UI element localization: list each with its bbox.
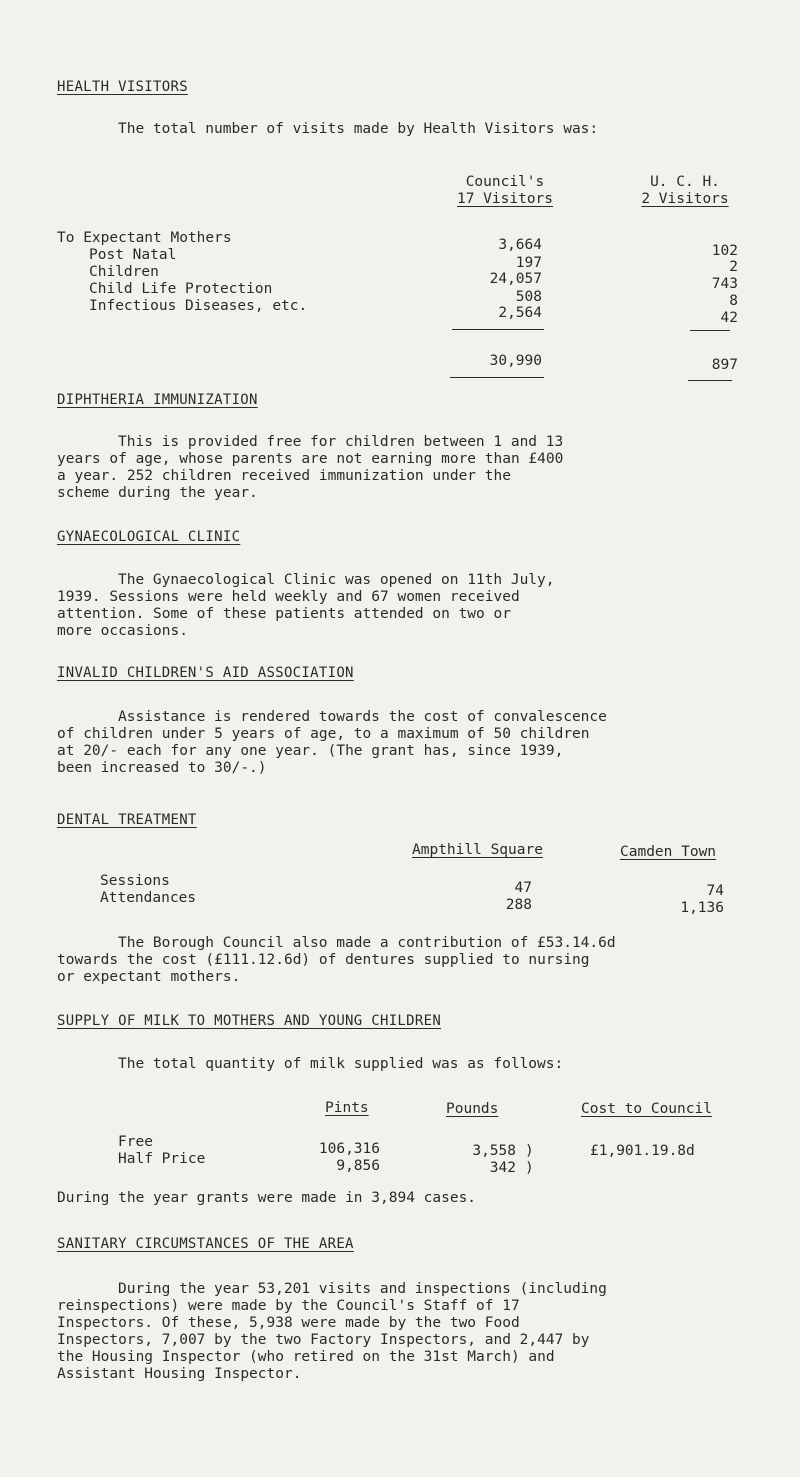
sanitary-heading: SANITARY CIRCUMSTANCES OF THE AREA: [57, 1236, 354, 1252]
hv-uch-value: 2: [729, 259, 738, 275]
council-col-header-1: Council's: [465, 174, 545, 190]
dental-note-line: or expectant mothers.: [57, 969, 241, 985]
hv-uch-value: 102: [711, 243, 738, 259]
hv-council-value: 24,057: [489, 271, 542, 287]
hv-uch-value: 743: [711, 276, 738, 292]
diphtheria-line: This is provided free for children between 1 and 13: [118, 434, 564, 450]
sanitary-line: Inspectors. Of these, 5,938 were made by the two Food: [57, 1315, 520, 1331]
hv-uch-value: 8: [729, 293, 738, 309]
hv-row-label: Children: [89, 264, 159, 280]
diphtheria-line: a year. 252 children received immunization under the: [57, 468, 511, 484]
invalid-children-line: Assistance is rendered towards the cost of convalescence: [118, 709, 607, 725]
hv-council-total: 30,990: [489, 353, 542, 369]
health-visitors-heading: HEALTH VISITORS: [57, 79, 188, 95]
milk-row-label: Free: [118, 1134, 153, 1150]
milk-intro: The total quantity of milk supplied was as follows:: [118, 1056, 564, 1072]
dental-col-camden: Camden Town: [620, 844, 717, 860]
milk-pints-value: 9,856: [336, 1158, 380, 1174]
dental-ampthill-value: 47: [514, 880, 532, 896]
gynaecological-heading: GYNAECOLOGICAL CLINIC: [57, 529, 241, 545]
milk-pounds-value: 342: [489, 1160, 516, 1176]
milk-grants: During the year grants were made in 3,894 cases.: [57, 1190, 477, 1206]
dental-camden-value: 74: [706, 883, 724, 899]
invalid-children-line: been increased to 30/-.): [57, 760, 267, 776]
hv-row-label: Post Natal: [89, 247, 177, 263]
hv-row-label: Child Life Protection: [89, 281, 273, 297]
invalid-children-line: at 20/- each for any one year. (The grant has, since 1939,: [57, 743, 564, 759]
milk-pints-value: 106,316: [318, 1141, 380, 1157]
gynaecological-line: more occasions.: [57, 623, 188, 639]
hv-row-label: Infectious Diseases, etc.: [89, 298, 308, 314]
sanitary-line: Assistant Housing Inspector.: [57, 1366, 302, 1382]
dental-row-label: Attendances: [100, 890, 197, 906]
council-col-header-2: 17 Visitors: [456, 191, 554, 207]
dental-note-line: The Borough Council also made a contribution of £53.14.6d: [118, 935, 616, 951]
sanitary-line: the Housing Inspector (who retired on the 31st March) and: [57, 1349, 555, 1365]
milk-heading: SUPPLY OF MILK TO MOTHERS AND YOUNG CHILDREN: [57, 1013, 442, 1029]
hv-council-subtotal-rule: [452, 329, 544, 330]
milk-cost-value: £1,901.19.8d: [590, 1143, 695, 1159]
hv-uch-value: 42: [720, 310, 738, 326]
invalid-children-line: of children under 5 years of age, to a maximum of 50 children: [57, 726, 590, 742]
milk-row-label: Half Price: [118, 1151, 206, 1167]
sanitary-line: reinspections) were made by the Council's Staff of 17: [57, 1298, 520, 1314]
invalid-children-heading: INVALID CHILDREN'S AID ASSOCIATION: [57, 665, 354, 681]
diphtheria-line: scheme during the year.: [57, 485, 258, 501]
dental-col-ampthill: Ampthill Square: [412, 842, 543, 858]
dental-row-label: Sessions: [100, 873, 170, 889]
gynaecological-line: attention. Some of these patients attended on two or: [57, 606, 511, 622]
hv-uch-total: 897: [711, 357, 738, 373]
gynaecological-line: The Gynaecological Clinic was opened on 11th July,: [118, 572, 555, 588]
hv-council-value: 197: [515, 255, 542, 271]
hv-council-value: 508: [515, 289, 542, 305]
sanitary-line: During the year 53,201 visits and inspections (including: [118, 1281, 607, 1297]
sanitary-line: Inspectors, 7,007 by the two Factory Inspectors, and 2,447 by: [57, 1332, 590, 1348]
health-visitors-intro: The total number of visits made by Health Visitors was:: [118, 121, 599, 137]
hv-council-value: 2,564: [498, 305, 542, 321]
hv-council-value: 3,664: [498, 237, 542, 253]
uch-col-header-2: 2 Visitors: [641, 191, 729, 207]
hv-uch-subtotal-rule: [690, 330, 730, 331]
hv-row-label: To Expectant Mothers: [57, 230, 232, 246]
milk-bracket: ): [525, 1143, 534, 1159]
milk-col-pints: Pints: [325, 1100, 369, 1116]
hv-uch-total-rule: [688, 380, 732, 381]
dental-ampthill-value: 288: [505, 897, 532, 913]
hv-council-total-rule: [450, 377, 544, 378]
uch-col-header-1: U. C. H.: [650, 174, 720, 190]
dental-heading: DENTAL TREATMENT: [57, 812, 197, 828]
milk-bracket: ): [525, 1160, 534, 1176]
milk-col-cost: Cost to Council: [581, 1101, 712, 1117]
milk-pounds-value: 3,558: [472, 1143, 516, 1159]
dental-camden-value: 1,136: [680, 900, 724, 916]
diphtheria-heading: DIPHTHERIA IMMUNIZATION: [57, 392, 258, 408]
dental-note-line: towards the cost (£111.12.6d) of dentures supplied to nursing: [57, 952, 590, 968]
diphtheria-line: years of age, whose parents are not earning more than £400: [57, 451, 564, 467]
milk-col-pounds: Pounds: [446, 1101, 499, 1117]
gynaecological-line: 1939. Sessions were held weekly and 67 women received: [57, 589, 520, 605]
